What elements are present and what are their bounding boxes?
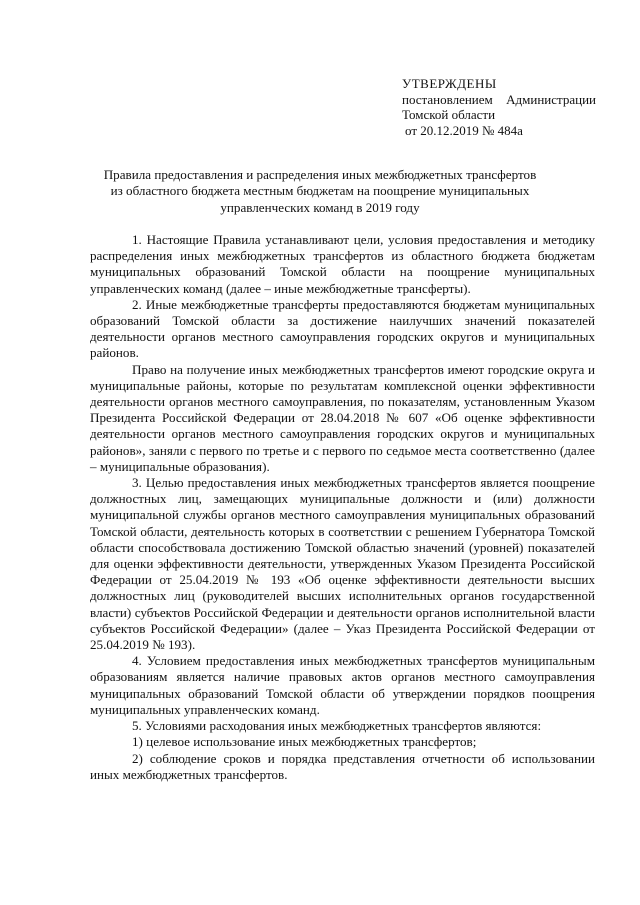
paragraph-3: 3. Целью предоставления иных межбюджетных трансфертов является поощрение должностных лиц, замещающих муниципальные должности и (или) должности муниципальной службы органов местного самоуправления муниципальных образований Томской области, деятельность которых в соответствии с решением Губернатора Томской области способствовала достижению Томской областью значений (уровней) показателей для оценки эффективности деятельности, утвержденных Указом Президента Российской Федерации от 25.04.2019 № 193 «Об оценке эффективности деятельности высших должностных лиц (руководителей высших исполнительных органов государственной власти) субъектов Российской Федерации и деятельности органов исполнительной власти субъектов Российской Федерации» (далее – Указ Президента Российской Федерации от 25.04.2019 № 193). [90,475,595,653]
approval-authority: Администрации [506,91,596,107]
approval-stamp [402,76,602,138]
approval-region: Томской области [402,107,496,122]
paragraph-1: 1. Настоящие Правила устанавливают цели, условия предоставления и методику распределения иных межбюджетных трансфертов из областного бюджета бюджетам муниципальных образований Томской области на поощрение муниципальных управленческих команд (далее – иные межбюджетные трансферты). [90,232,595,296]
title-line: Правила предоставления и распределения иных межбюджетных трансфертов [103,167,537,182]
approval-line [402,92,596,108]
document-title [92,167,548,216]
paragraph-2-right: Право на получение иных межбюджетных трансфертов имеют городские округа и муниципальные районы, которые по результатам комплексной оценки эффективности деятельности органов местного самоуправления, по показателям, установленным Указом Президента Российской Федерации от 28.04.2018 № 607 «Об оценке эффективности деятельности органов местного самоуправления городских округов и муниципальных районов», заняли с первого по третье и с первого по седьмое места соответственно (далее – муниципальные образования). [90,361,595,474]
approval-heading: УТВЕРЖДЕНЫ [402,76,497,91]
paragraph-5-item-2: 2) соблюдение сроков и порядка представления отчетности об использовании иных межбюджетных трансфертов. [90,750,595,782]
paragraph-2: 2. Иные межбюджетные трансферты предоставляются бюджетам муниципальных образований Томской области за достижение наилучших значений показателей деятельности органов местного самоуправления городских округов и муниципальных районов. [90,296,595,361]
paragraph-5-item-1: 1) целевое использование иных межбюджетных трансфертов; [132,734,477,750]
approval-date-number: от 20.12.2019 № 484а [405,122,523,138]
title-line: из областного бюджета местным бюджетам на поощрение муниципальных [110,183,530,199]
title-line: управленческих команд в 2019 году [220,199,420,215]
paragraph-4: 4. Условием предоставления иных межбюджетных трансфертов муниципальным образованиям является наличие правовых актов органов местного самоуправления муниципальных образований Томской области об утверждении порядков поощрения муниципальных управленческих команд. [90,653,595,717]
paragraph-5: 5. Условиями расходования иных межбюджетных трансфертов являются: [132,718,542,734]
document-body [90,232,595,783]
approval-decree-word: постановлением [402,91,493,107]
